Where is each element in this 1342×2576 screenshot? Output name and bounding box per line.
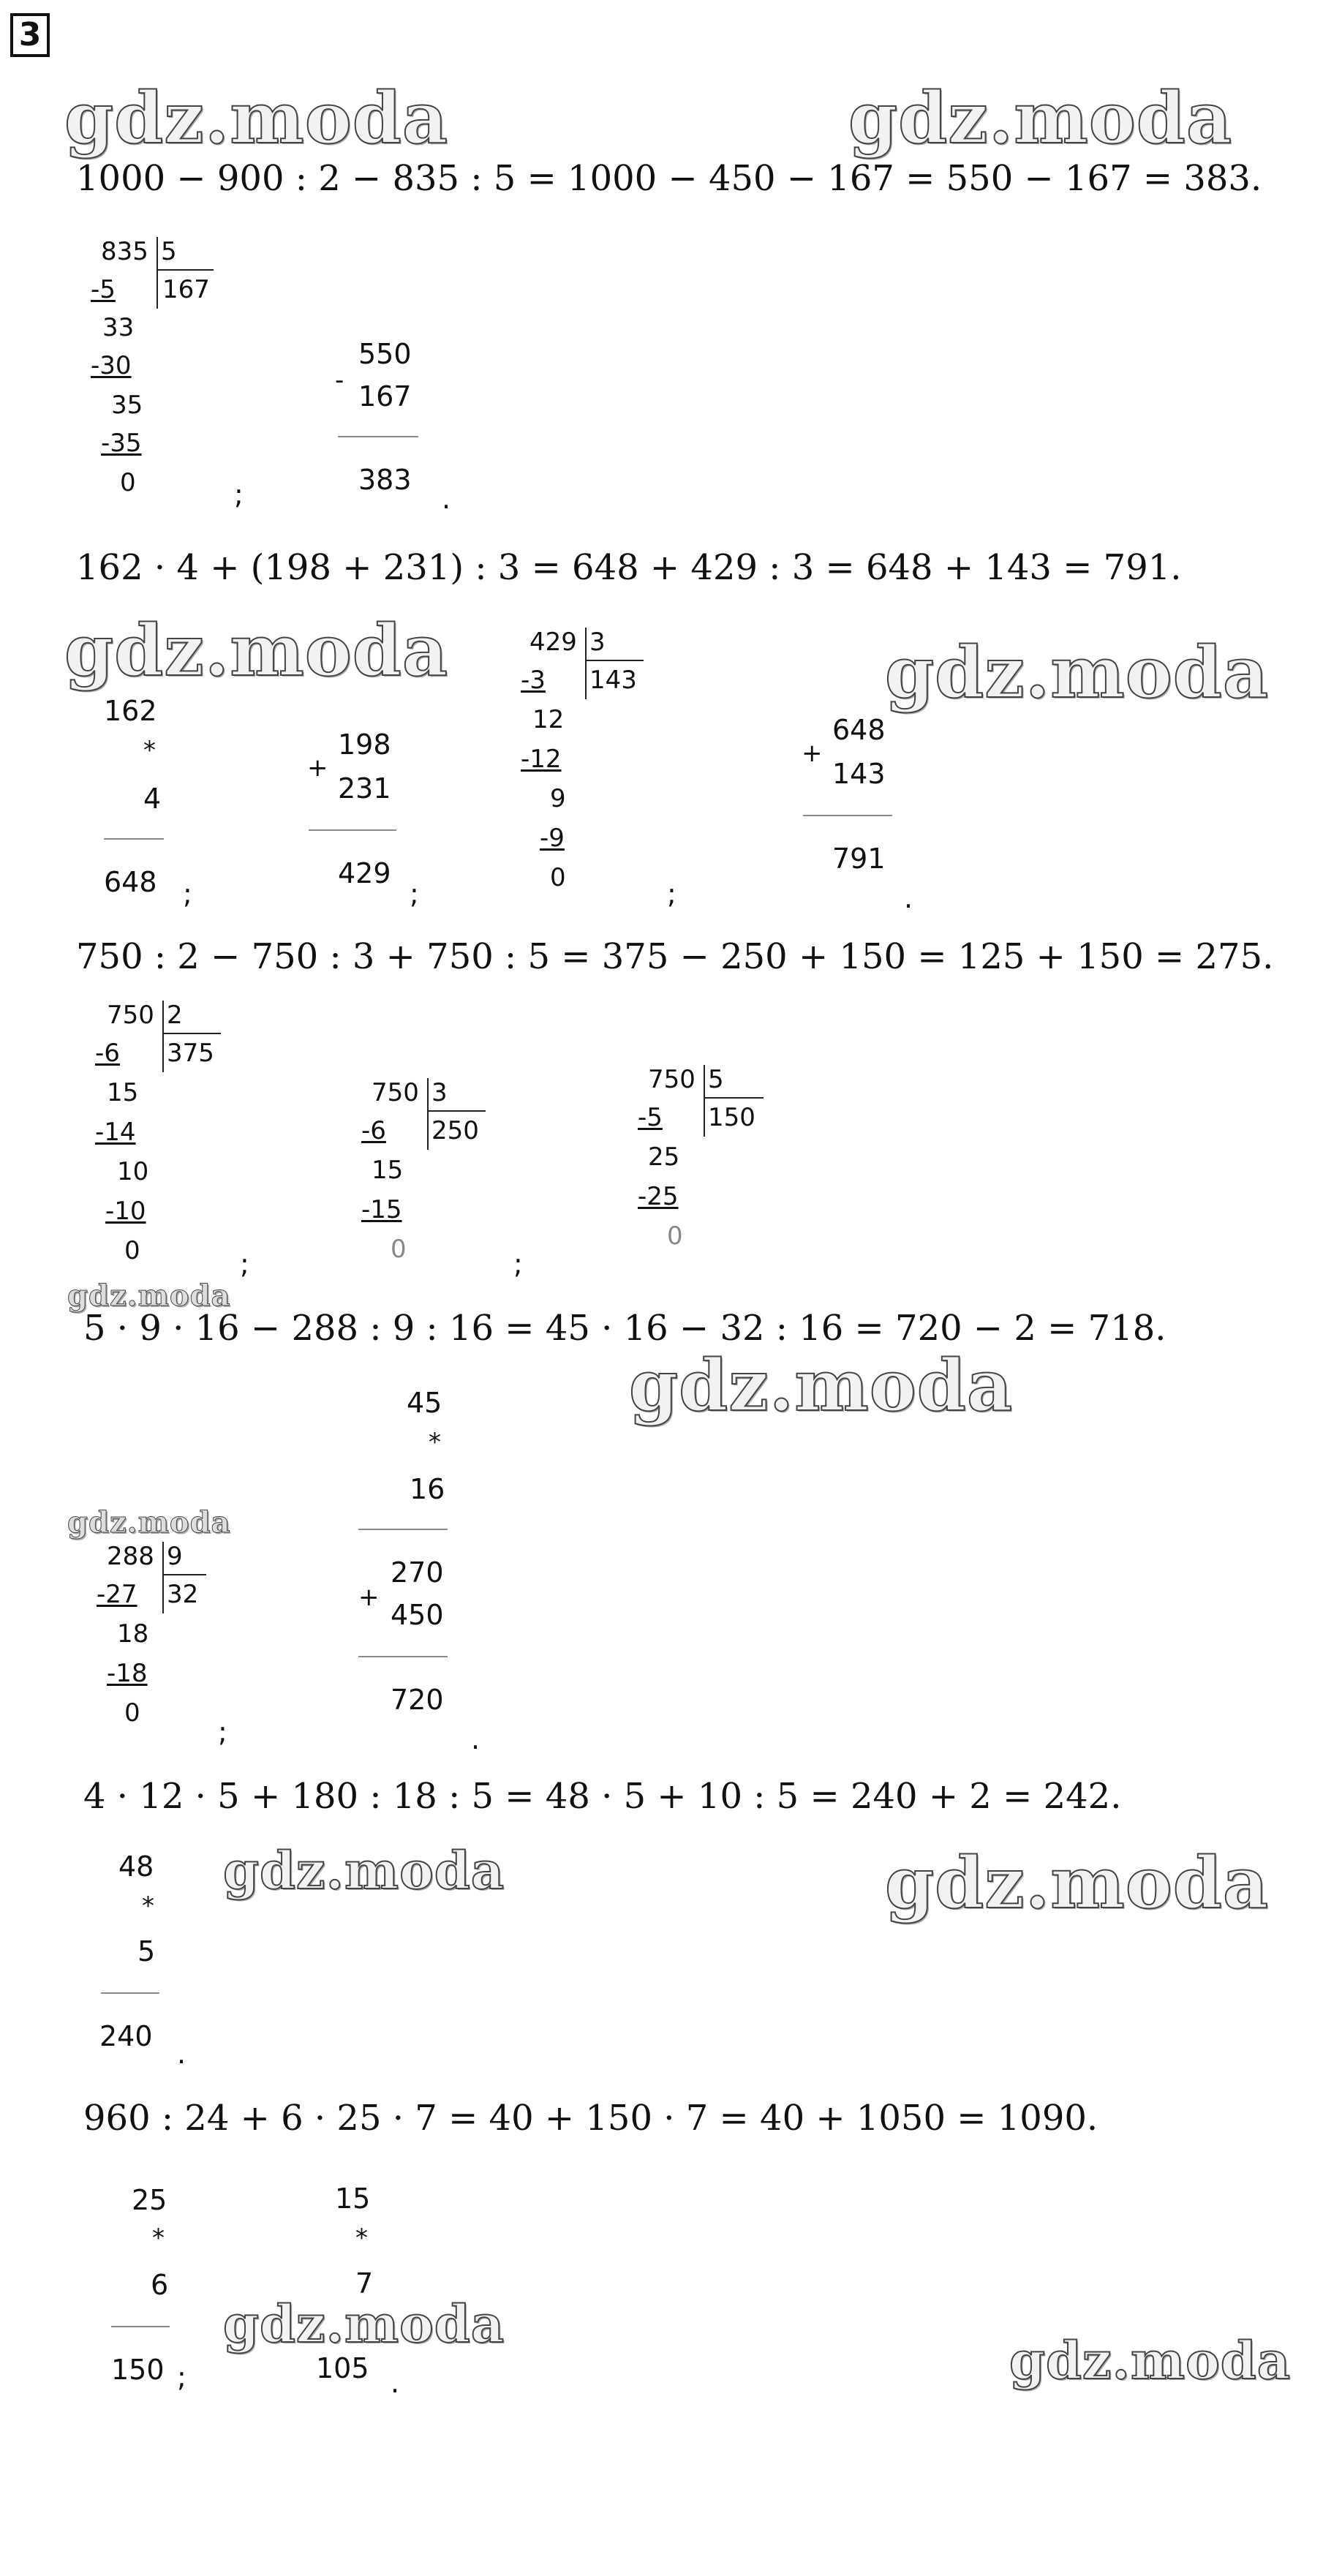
operand: 648 <box>832 714 886 746</box>
result: 383 <box>358 464 412 496</box>
separator: ; <box>410 878 419 910</box>
dividend: 750 <box>648 1065 695 1094</box>
times-sign: * <box>355 2223 368 2253</box>
quotient: 143 <box>589 666 637 695</box>
watermark: gdz.moda <box>885 631 1270 714</box>
separator: . <box>442 483 451 515</box>
divisor: 3 <box>589 628 606 657</box>
quotient: 167 <box>162 275 210 304</box>
division-step: 0 <box>124 1236 140 1265</box>
equation-5: 4 · 12 · 5 + 180 : 18 : 5 = 48 · 5 + 10 : 5 = 240 + 2 = 242. <box>83 1776 1122 1817</box>
operand: 48 <box>118 1850 154 1883</box>
result: 720 <box>391 1684 444 1716</box>
separator: . <box>471 1723 480 1755</box>
watermark: gdz.moda <box>1009 2330 1292 2391</box>
division-step: 35 <box>111 391 143 420</box>
partial-product: 450 <box>391 1599 444 1631</box>
division-step: 15 <box>107 1078 139 1107</box>
dividend: 750 <box>372 1078 419 1107</box>
division-step: 0 <box>550 863 566 892</box>
division-step: 0 <box>667 1221 683 1251</box>
division-step: 33 <box>102 313 135 342</box>
division-step: -9 <box>540 824 565 853</box>
division-step: 25 <box>648 1142 680 1172</box>
operand: 550 <box>358 338 412 370</box>
division-step: -5 <box>638 1103 663 1132</box>
result: 648 <box>104 866 157 898</box>
watermark: gdz.moda <box>848 77 1233 159</box>
operand: 25 <box>132 2184 167 2216</box>
quotient: 375 <box>167 1039 214 1068</box>
division-step: -3 <box>521 666 546 695</box>
operand: 167 <box>358 380 412 413</box>
plus-sign: + <box>307 753 328 783</box>
separator: . <box>177 2038 186 2070</box>
partial-product: 270 <box>391 1556 444 1589</box>
division-step: -14 <box>95 1118 136 1147</box>
division-step: 12 <box>532 705 565 734</box>
division-step: -5 <box>91 275 116 304</box>
result: 791 <box>832 843 886 875</box>
equation-4: 5 · 9 · 16 − 288 : 9 : 16 = 45 · 16 − 32 : 16 = 720 − 2 = 718. <box>83 1308 1166 1349</box>
watermark: gdz.moda <box>64 609 449 692</box>
equation-1: 1000 − 900 : 2 − 835 : 5 = 1000 − 450 − 167 = 550 − 167 = 383. <box>76 158 1262 199</box>
watermark: gdz.moda <box>64 77 449 159</box>
watermark: gdz.moda <box>223 2294 505 2354</box>
divisor: 2 <box>167 1001 183 1030</box>
separator: ; <box>183 878 192 910</box>
division-step: 0 <box>391 1235 407 1264</box>
separator: ; <box>667 878 676 910</box>
division-step: 9 <box>550 784 566 813</box>
divisor: 9 <box>167 1542 183 1571</box>
separator: ; <box>177 2361 186 2393</box>
result: 150 <box>111 2354 165 2386</box>
separator: ; <box>513 1248 523 1280</box>
equation-6: 960 : 24 + 6 · 25 · 7 = 40 + 150 · 7 = 40 + 1050 = 1090. <box>83 2098 1098 2139</box>
times-sign: * <box>143 736 156 765</box>
result: 105 <box>316 2352 369 2384</box>
minus-sign: - <box>335 366 344 395</box>
watermark: gdz.moda <box>629 1344 1014 1427</box>
operand: 6 <box>151 2269 169 2301</box>
equation-2: 162 · 4 + (198 + 231) : 3 = 648 + 429 : 3 = 648 + 143 = 791. <box>76 547 1182 588</box>
operand: 231 <box>338 772 391 805</box>
operand: 45 <box>407 1387 442 1419</box>
operand: 7 <box>355 2267 374 2300</box>
division-step: 18 <box>117 1619 149 1649</box>
division-step: -27 <box>97 1580 137 1609</box>
division-step: -35 <box>101 429 142 458</box>
watermark: gdz.moda <box>67 1278 231 1313</box>
watermark: gdz.moda <box>67 1505 231 1540</box>
times-sign: * <box>429 1428 441 1457</box>
plus-sign: + <box>802 739 823 768</box>
division-step: -10 <box>105 1197 146 1226</box>
times-sign: * <box>142 1891 154 1921</box>
result: 429 <box>338 857 391 889</box>
dividend: 288 <box>107 1542 154 1571</box>
division-step: -6 <box>361 1116 386 1145</box>
division-step: 0 <box>124 1698 140 1728</box>
operand: 143 <box>832 758 886 790</box>
result: 240 <box>99 2020 153 2052</box>
dividend: 429 <box>529 628 577 657</box>
operand: 16 <box>410 1473 445 1505</box>
division-step: -25 <box>638 1182 679 1211</box>
separator: . <box>391 2367 400 2399</box>
task-number: 3 <box>10 13 50 57</box>
times-sign: * <box>152 2223 165 2253</box>
operand: 5 <box>137 1935 156 1967</box>
division-step: 15 <box>372 1156 404 1185</box>
divisor: 5 <box>708 1065 724 1094</box>
division-step: -30 <box>91 351 132 380</box>
division-step: -18 <box>107 1659 148 1688</box>
separator: ; <box>234 478 244 511</box>
separator: ; <box>218 1716 227 1748</box>
division-step: 0 <box>120 468 136 497</box>
operand: 162 <box>104 695 157 727</box>
plus-sign: + <box>358 1583 380 1612</box>
watermark: gdz.moda <box>223 1840 505 1901</box>
dividend: 750 <box>107 1001 154 1030</box>
division-step: -12 <box>521 745 562 774</box>
quotient: 32 <box>167 1580 199 1609</box>
operand: 4 <box>143 783 162 815</box>
separator: ; <box>240 1248 249 1280</box>
quotient: 250 <box>431 1116 479 1145</box>
equation-3: 750 : 2 − 750 : 3 + 750 : 5 = 375 − 250 + 150 = 125 + 150 = 275. <box>76 936 1274 977</box>
division-step: -6 <box>95 1039 120 1068</box>
divisor: 3 <box>431 1078 448 1107</box>
separator: . <box>904 882 913 914</box>
watermark: gdz.moda <box>885 1842 1270 1924</box>
operand: 198 <box>338 728 391 761</box>
dividend: 835 <box>101 237 148 266</box>
quotient: 150 <box>708 1103 755 1132</box>
divisor: 5 <box>161 237 177 266</box>
operand: 15 <box>335 2183 371 2215</box>
division-step: 10 <box>117 1157 149 1186</box>
division-step: -15 <box>361 1195 402 1224</box>
